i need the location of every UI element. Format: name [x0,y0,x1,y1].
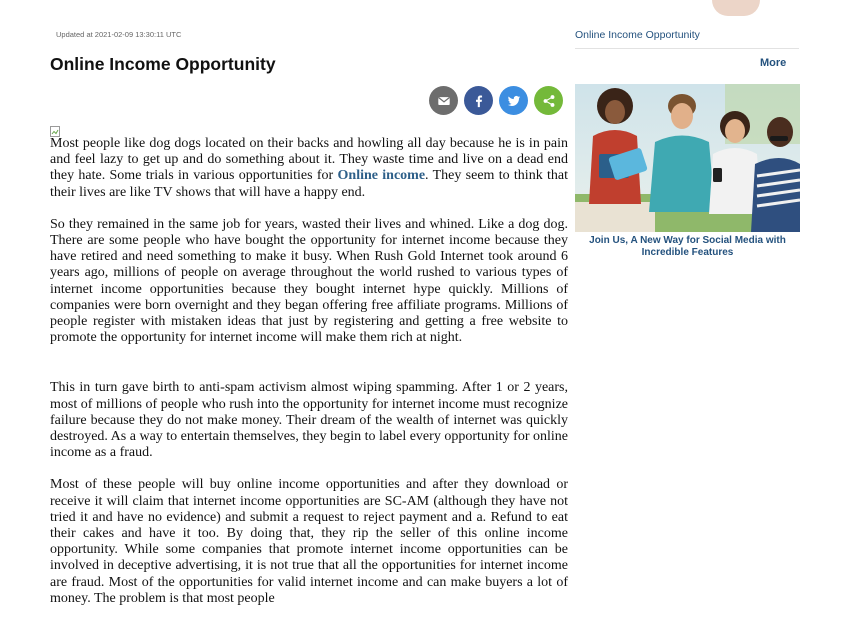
updated-timestamp: Updated at 2021-02-09 13:30:11 UTC [56,30,182,39]
article-body [50,136,568,623]
paragraph-2: So they remained in the same job for years, wasted their lives and whined. Like a dog dog. There are some people who have bought the opportunity for internet income because they have retired and need something to make it busy. When Rush Gold Internet took around 6 years ago, millions of people on average throughout the world rushed to various types of internet income opportunities because they bought internet hype quickly. Millions of companies were born overnight and they began offering free affiliate programs. Millions of people register with mistaken ideas that just by registering and getting a free website to promote the opportunity for internet income will make them rich at night. [50,216,568,346]
paragraph-3: This in turn gave birth to anti-spam activism almost wiping spamming. After 1 or 2 years, most of millions of people who rush into the opportunity for internet income must recognize failure because they do not make money. Their dream of the wealth of internet was quickly destroyed. As a way to entertain themselves, they begin to label every opportunity for online income as a fraud. [50,380,568,461]
generic-share-button[interactable] [534,86,563,115]
mail-icon [437,94,451,108]
online-income-link[interactable]: Online income [337,168,426,184]
twitter-icon [507,94,521,108]
share-icon [542,94,556,108]
share-bar [429,86,563,115]
facebook-share-button[interactable] [464,86,493,115]
paragraph-1-text-end: . They seem to think that their lives are like TV shows that will have a happy end. [50,168,568,200]
sidebar-related-link[interactable]: Online Income Opportunity [575,29,700,41]
email-share-button[interactable] [429,86,458,115]
paragraph-1 [50,136,568,201]
ad-caption[interactable]: Join Us, A New Way for Social Media with Incredible Features [589,235,786,258]
paragraph-1-text-start: Most people like dog dogs located on their backs and howling all day because he is in pain and feel lazy to get up and do something about it. They waste time and live on a dead end they hate. Some trials in various opportunities for [50,136,568,184]
sidebar-divider [575,48,799,49]
facebook-icon [472,94,486,108]
ad-image-people-with-devices[interactable] [575,84,800,232]
twitter-share-button[interactable] [499,86,528,115]
paragraph-4: Most of these people will buy online income opportunities and after they download or receive it will claim that internet income opportunities are SC-AM (although they have not tried it and have no evidence) and submit a request to reject payment and a. Refund to eat their cakes and have it too. By doing that, they rip the seller of this online income opportunity. While some companies that promote internet income opportunities can be involved in deceptive advertising, it is not true that all the opportunities for internet income are fraud. Most of the opportunities for valid internet income and can make buyers a lot of money. The problem is that most people [50,477,568,606]
more-link[interactable]: More [760,57,787,69]
article-title: Online Income Opportunity [50,54,276,74]
top-decorative-image [712,0,760,16]
